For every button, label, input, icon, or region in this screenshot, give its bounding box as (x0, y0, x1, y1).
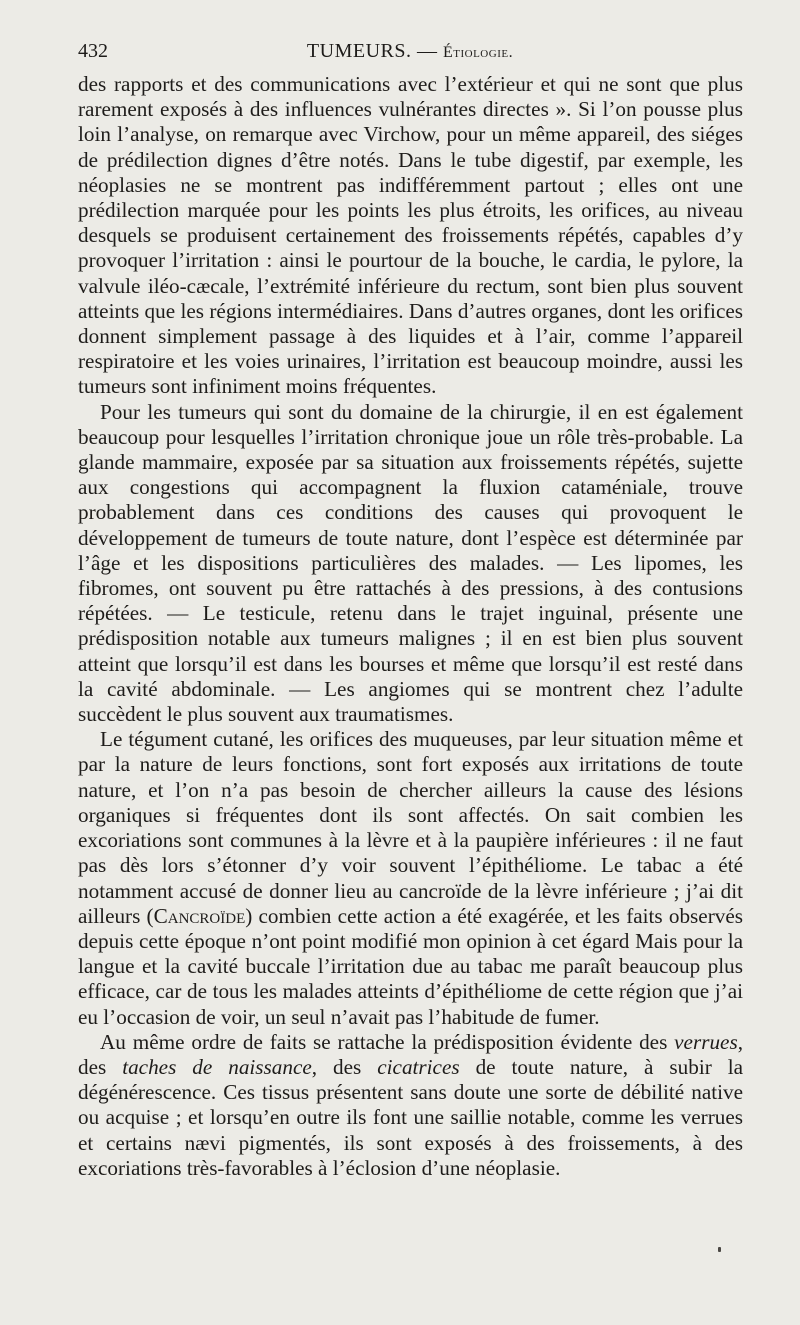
term-cicatrices: cicatrices (377, 1054, 460, 1079)
page-number: 432 (78, 40, 108, 62)
paragraph-4-part-2: , des (78, 1029, 743, 1079)
term-verrues: verrues (674, 1029, 738, 1054)
running-head (78, 36, 742, 66)
body-text (78, 72, 743, 1181)
paragraph-4-part-3: , des (311, 1054, 378, 1079)
paragraph-4-part-1: Au même ordre de faits se rattache la prédisposition évidente des (100, 1029, 675, 1054)
ink-speck (718, 1247, 721, 1252)
cross-reference-cancroide: Cancroïde (153, 903, 246, 928)
paragraph-2: Pour les tumeurs qui sont du domaine de la chirurgie, il en est également beaucoup pour lesquelles l’irritation chronique joue un rôle très-probable. La glande mammaire, exposée par sa situation aux froissements répétés, sujette aux congestions qui accompagnent la fluxion cataméniale, trouve probablement dans ces conditions des causes qui provoquent le développement de tumeurs de toute nature, dont l’espèce est déterminée par l’âge et les dispositions particulières des malades. — Les lipomes, les fibromes, ont souvent pu être rattachés à des pressions, à des contusions répétées. — Le testicule, retenu dans le trajet inguinal, présente une prédisposition notable aux tumeurs malignes ; il en est bien plus souvent atteint que lorsqu’il est dans les bourses et même que lorsqu’il est resté dans la cavité abdominale. — Les angiomes qui se montrent chez l’adulte succèdent le plus souvent aux traumatismes. (78, 399, 743, 727)
chapter-title: TUMEURS. (306, 40, 412, 62)
paragraph-4 (78, 1030, 743, 1181)
paragraph-3-part-2: ) combien cette action a été exagérée, et les faits observés depuis cette époque n’ont point modifié mon opinion à cet égard Mais pour la langue et la cavité buccale l’irritation due au tabac me paraît beaucoup plus efficace, car de tous les malades atteints d’épithéliome de cette région que j’ai eu l’occasion de voir, un seul n’avait pas l’habitude de fumer. (78, 903, 743, 1029)
running-title (78, 36, 742, 68)
term-taches-de-naissance: taches de naissance (122, 1054, 312, 1079)
paragraph-3 (78, 727, 743, 1029)
paragraph-3-part-1: Le tégument cutané, les orifices des muqueuses, par leur situation même et par la nature de leurs fonctions, sont fort exposés aux irritations de toute nature, et l’on n’a pas besoin de chercher ailleurs la cause des lésions organiques si fréquentes dont ils sont affectés. On sait combien les excoriations sont communes à la lèvre et à la paupière inférieures : il ne faut pas dès lors s’étonner d’y voir souvent l’épithéliome. Le tabac a été notamment accusé de donner lieu au cancroïde de la lèvre inférieure ; j’ai dit ailleurs ( (78, 727, 743, 928)
paragraph-4-part-4: de toute nature, à subir la dégénérescence. Ces tissus présentent sans doute une sorte de débilité native ou acquise ; et lorsqu’en outre ils font une saillie notable, comme les verrues et certains nævi pigmentés, ils sont exposés à des froissements, à des excoriations très-favorables à l’éclosion d’une néoplasie. (78, 1054, 744, 1180)
paragraph-1: des rapports et des communications avec l’extérieur et qui ne sont que plus rarement exposés à des influences vulnérantes directes ». Si l’on pousse plus loin l’analyse, on remarque avec Virchow, pour un même appareil, des siéges de prédilection dignes d’être notés. Dans le tube digestif, par exemple, les néoplasies ne se montrent pas indifféremment partout ; elles ont une prédilection marquée pour les points les plus étroits, les orifices, au niveau desquels se produisent certainement des froissements répétés, capables d’y provoquer l’irritation : ainsi le pourtour de la bouche, le cardia, le pylore, la valvule iléo-cæcale, l’extrémité inférieure du rectum, sont bien plus souvent atteints que les régions intermédiaires. Dans d’autres organes, dont les orifices donnent simplement passage à des liquides et à l’air, comme l’appareil respiratoire et les voies urinaires, l’irritation est beaucoup moindre, aussi les tumeurs sont infiniment moins fréquentes. (78, 72, 743, 399)
title-dash: — (416, 40, 438, 62)
section-title: Étiologie. (442, 44, 514, 61)
